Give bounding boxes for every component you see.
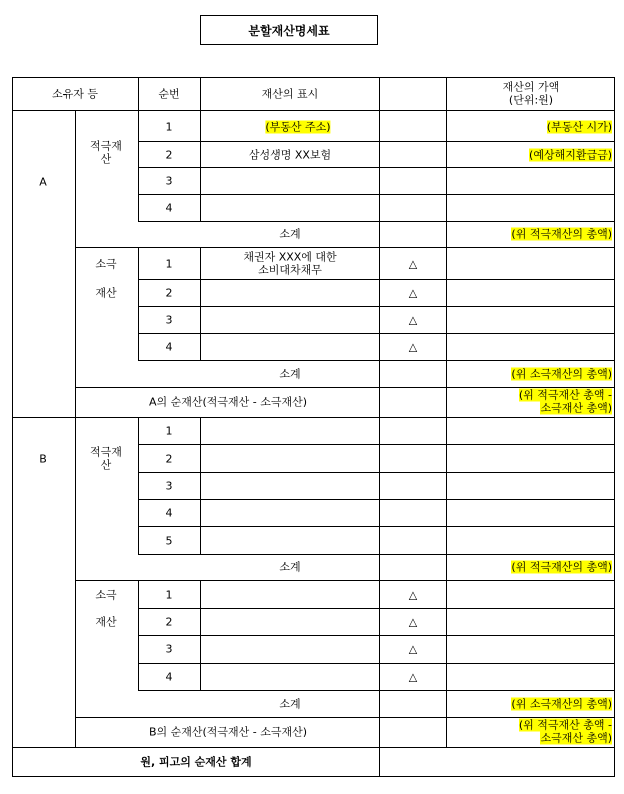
a-positive-category-2: 산 bbox=[100, 152, 112, 166]
a-pos-row2-desc: 삼성생명 XX보험 bbox=[248, 148, 332, 162]
a-neg-subtotal-label: 소계 bbox=[279, 367, 301, 381]
header-value-unit: (단위:원) bbox=[508, 93, 554, 107]
a-pos-subtotal-value: (위 적극재산의 총액) bbox=[511, 227, 612, 241]
a-pos-seq-1: 1 bbox=[165, 120, 173, 134]
b-neg-tri-2: △ bbox=[408, 615, 418, 629]
b-pos-seq-5: 5 bbox=[165, 534, 173, 548]
b-negative-category: 소극 bbox=[95, 588, 117, 602]
b-pos-seq-4: 4 bbox=[165, 506, 173, 520]
b-neg-seq-2: 2 bbox=[165, 615, 173, 629]
header-value: 재산의 가액 bbox=[502, 80, 560, 94]
b-neg-seq-4: 4 bbox=[165, 670, 173, 684]
a-pos-seq-2: 2 bbox=[165, 148, 173, 162]
a-neg-tri-3: △ bbox=[408, 313, 418, 327]
a-neg-tri-4: △ bbox=[408, 340, 418, 354]
header-desc: 재산의 표시 bbox=[261, 87, 319, 101]
b-net-label: B의 순재산(적극재산 - 소극재산) bbox=[148, 725, 308, 739]
a-neg-seq-2: 2 bbox=[165, 286, 173, 300]
a-neg-tri-2: △ bbox=[408, 286, 418, 300]
a-pos-row1-desc: (부동산 주소) bbox=[265, 120, 331, 134]
a-pos-row2-value: (예상해지환급금) bbox=[529, 148, 612, 162]
header-owner: 소유자 등 bbox=[51, 87, 99, 101]
header-seq: 순번 bbox=[158, 87, 180, 101]
b-pos-seq-1: 1 bbox=[165, 424, 173, 438]
b-neg-subtotal-label: 소계 bbox=[279, 697, 301, 711]
document-title: 분할재산명세표 bbox=[200, 15, 378, 45]
b-negative-category-2: 재산 bbox=[95, 615, 117, 629]
a-negative-category-2: 재산 bbox=[95, 286, 117, 300]
a-neg-row1-desc-2: 소비대차채무 bbox=[258, 263, 322, 277]
b-pos-subtotal-value: (위 적극재산의 총액) bbox=[511, 560, 612, 574]
a-neg-row1-desc: 채권자 XXX에 대한 bbox=[243, 250, 337, 264]
b-net-value-2: 소극재산 총액) bbox=[540, 731, 612, 745]
grand-total-label: 원, 피고의 순재산 합계 bbox=[140, 755, 252, 769]
a-neg-tri-1: △ bbox=[408, 257, 418, 271]
b-positive-category: 적극재 bbox=[90, 445, 122, 459]
a-pos-subtotal-label: 소계 bbox=[279, 227, 301, 241]
a-positive-category: 적극재 bbox=[90, 139, 122, 153]
a-negative-category: 소극 bbox=[95, 257, 117, 271]
a-pos-seq-3: 3 bbox=[165, 174, 173, 188]
b-neg-subtotal-value: (위 소극재산의 총액) bbox=[511, 697, 612, 711]
b-pos-seq-3: 3 bbox=[165, 479, 173, 493]
b-neg-seq-3: 3 bbox=[165, 642, 173, 656]
owner-a-label: A bbox=[39, 175, 47, 189]
a-neg-subtotal-value: (위 소극재산의 총액) bbox=[511, 367, 612, 381]
b-neg-tri-3: △ bbox=[408, 642, 418, 656]
a-neg-seq-1: 1 bbox=[165, 257, 173, 271]
a-net-label: A의 순재산(적극재산 - 소극재산) bbox=[148, 395, 308, 409]
b-neg-tri-1: △ bbox=[408, 588, 418, 602]
b-net-value: (위 적극재산 총액 - bbox=[518, 718, 612, 732]
b-neg-tri-4: △ bbox=[408, 670, 418, 684]
owner-b-label: B bbox=[39, 452, 47, 466]
a-pos-row1-value: (부동산 시가) bbox=[546, 120, 612, 134]
b-pos-subtotal-label: 소계 bbox=[279, 560, 301, 574]
a-pos-seq-4: 4 bbox=[165, 201, 173, 215]
a-net-value-2: 소극재산 총액) bbox=[540, 401, 612, 415]
b-pos-seq-2: 2 bbox=[165, 452, 173, 466]
a-net-value: (위 적극재산 총액 - bbox=[518, 388, 612, 402]
a-neg-seq-4: 4 bbox=[165, 340, 173, 354]
b-neg-seq-1: 1 bbox=[165, 588, 173, 602]
b-positive-category-2: 산 bbox=[100, 458, 112, 472]
a-neg-seq-3: 3 bbox=[165, 313, 173, 327]
